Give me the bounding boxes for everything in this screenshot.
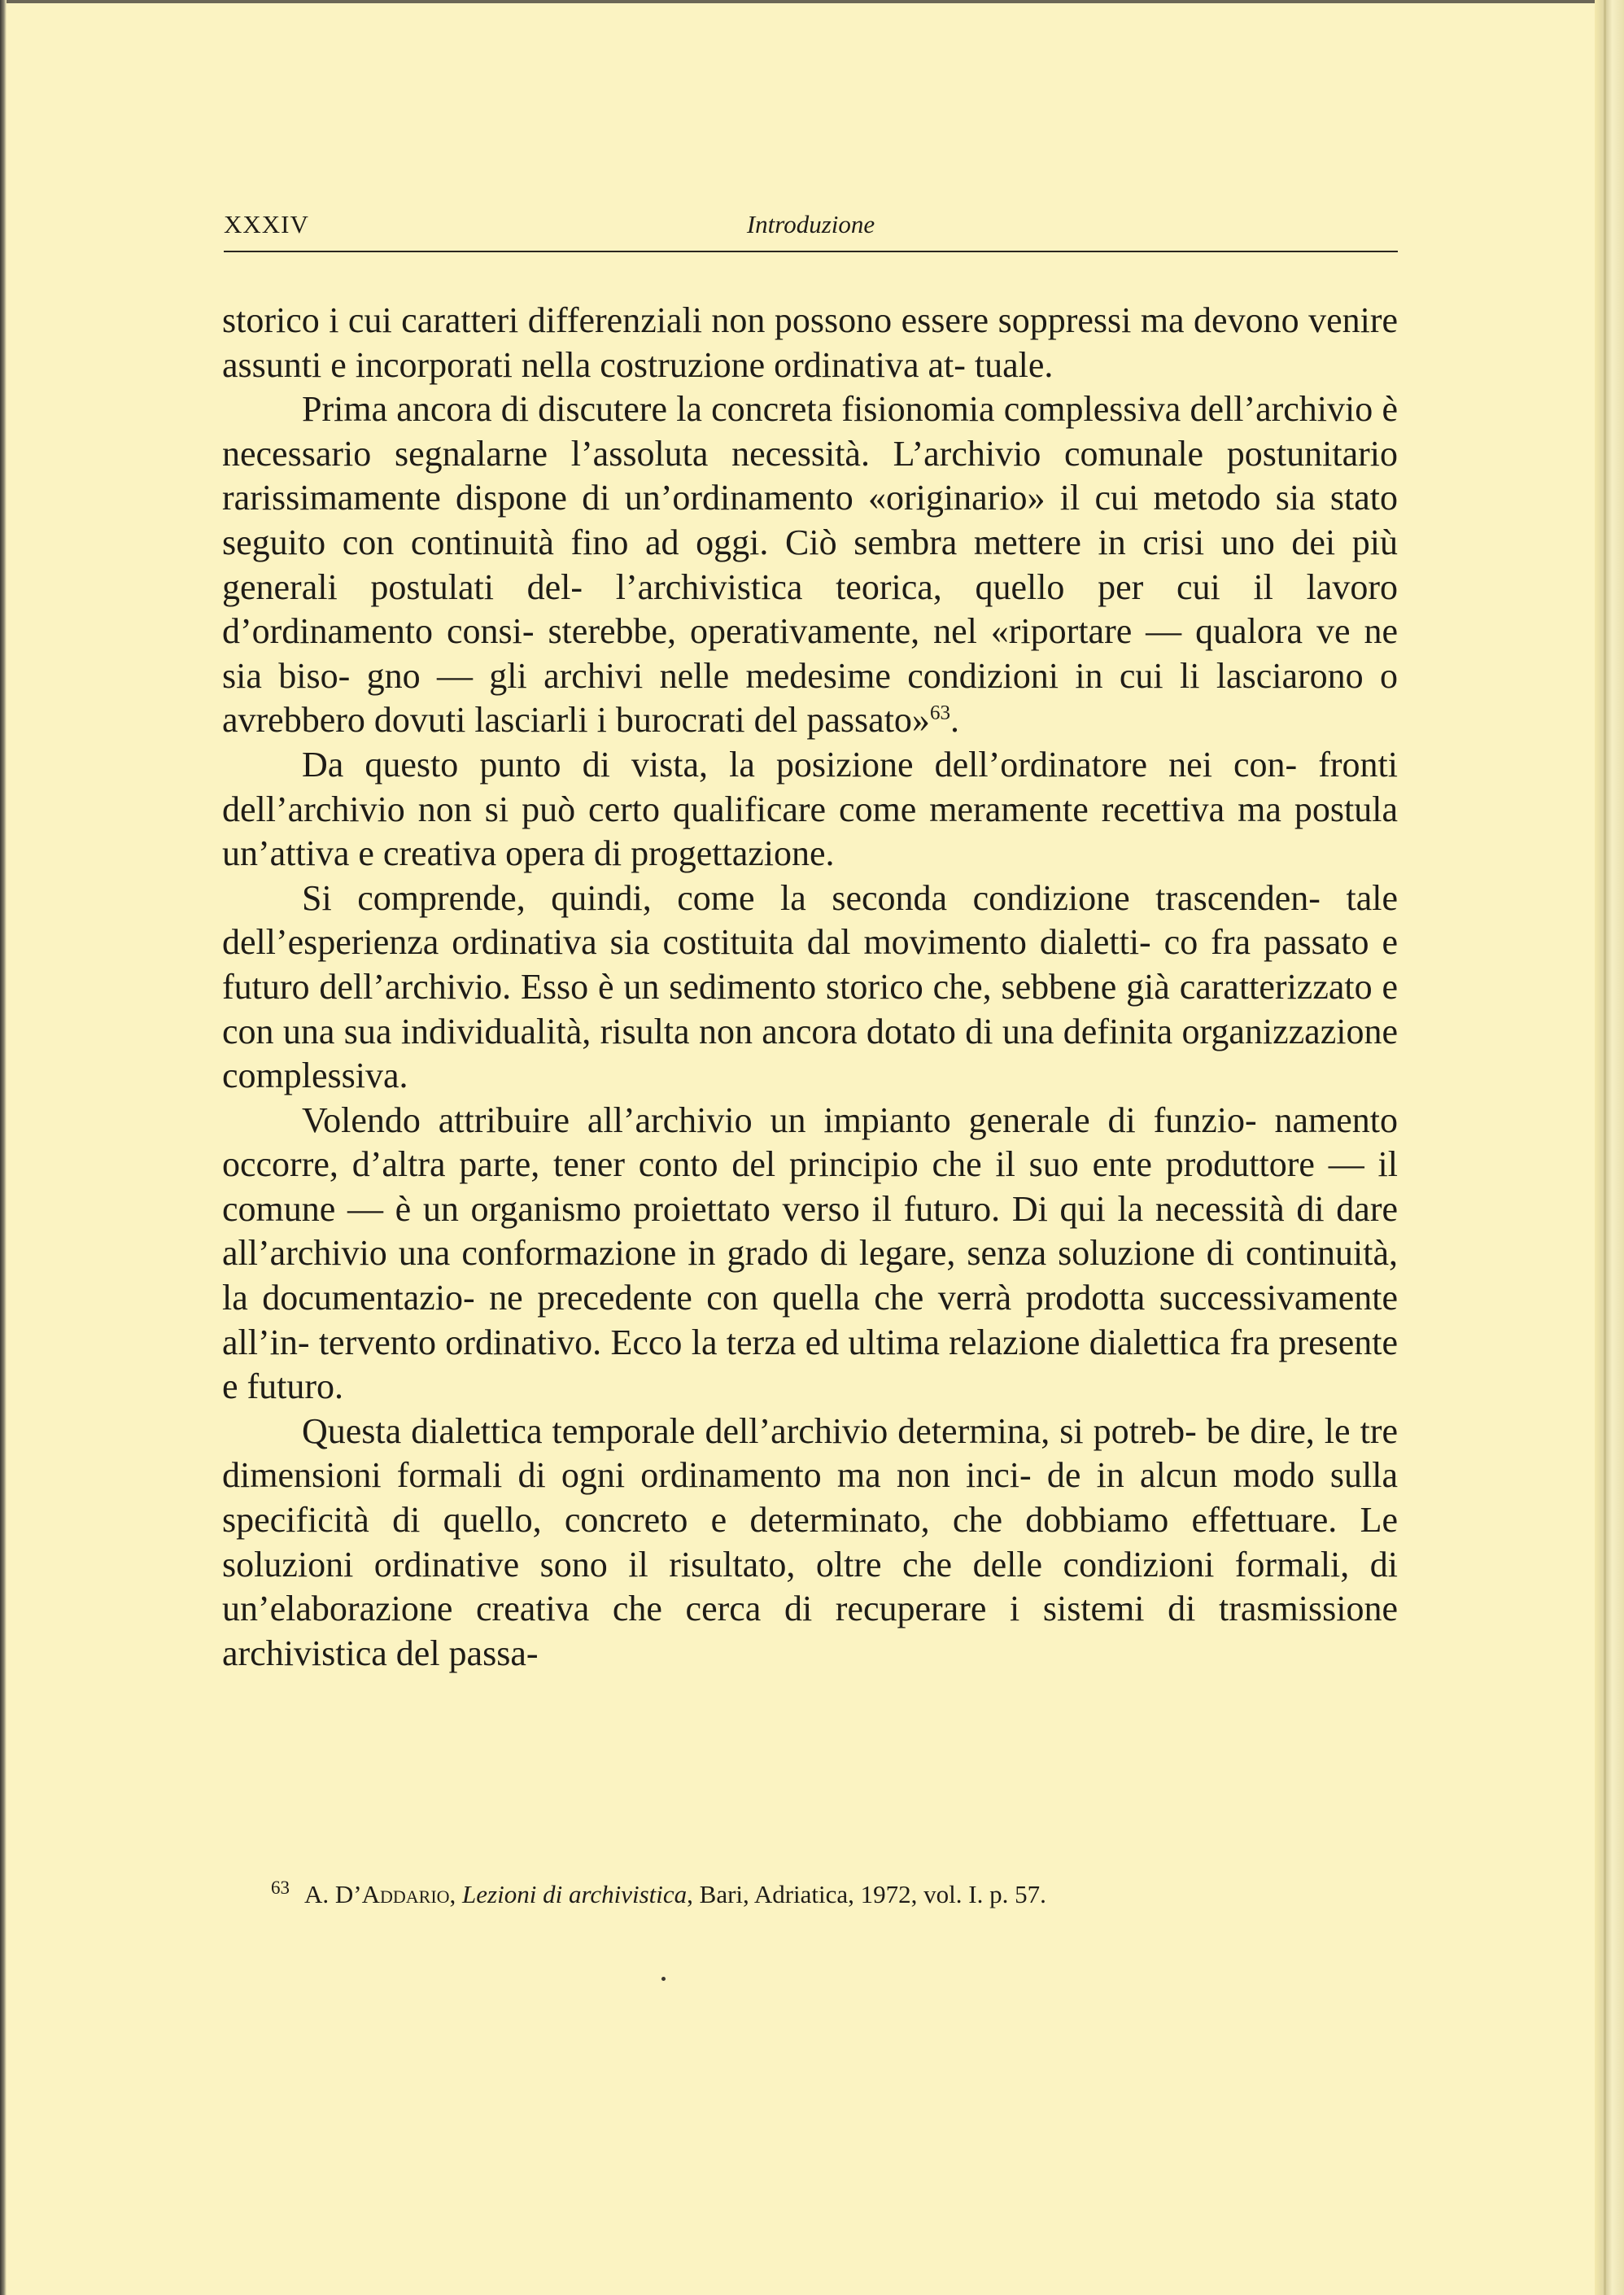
running-title: Introduzione: [746, 210, 875, 238]
header-rule: [224, 251, 1398, 252]
footnote-number: 63: [271, 1877, 290, 1898]
paragraph-2-text: Prima ancora di discutere la concreta fisionomia complessiva dell’archivio è necessario segnalarne l’assoluta necessità. L’archivio comunale postunitario rarissimamente dispone di un’ordinamento «originario» il cui metodo sia stato seguito con continuità fino ad oggi. Ciò sembra mettere in crisi uno dei più generali postulati del- l’archivistica teorica, quello per cui il lavoro d’ordinamento consi- sterebbe, operativamente, nel «riportare — qualora ve ne sia biso- gno — gli archivi nelle medesime condizioni in cui li lasciarono o avrebbero dovuti lasciarli i burocrati del passato»: [222, 389, 1398, 741]
body-text: [222, 299, 1398, 1676]
paragraph-4: Si comprende, quindi, come la seconda condizione trascenden- tale dell’esperienza ordinativa sia costituita dal movimento dialetti- co fra passato e futuro dell’archivio. Esso è un sedimento storico che, sebbene già caratterizzato e con una sua individualità, risulta non ancora dotato di una definita organizzazione complessiva.: [222, 877, 1398, 1096]
footnote-separator: ,: [449, 1880, 463, 1908]
running-head: [224, 210, 1398, 246]
footnote: [271, 1878, 1394, 1911]
paragraph-1: storico i cui caratteri differenziali non possono essere soppressi ma devono venire assunti e incorporati nella costruzione ordinativa at- tuale.: [222, 300, 1398, 385]
paragraph-2: [222, 387, 1398, 743]
footnote-author-initial: A.: [304, 1880, 335, 1908]
paragraph-3: Da questo punto di vista, la posizione dell’ordinatore nei con- fronti dell’archivio non si può certo qualificare come meramente recettiva ma postula un’attiva e creativa opera di progettazione.: [222, 744, 1398, 874]
footnote-author: D’Addario: [334, 1880, 450, 1908]
footnote-title: Lezioni di archivistica: [462, 1880, 688, 1908]
page-edge-left: [0, 0, 7, 2295]
footnote-reference: 63: [929, 702, 950, 724]
ink-speck: [661, 1977, 666, 1981]
paragraph-5: Volendo attribuire all’archivio un impianto generale di funzio- namento occorre, d’altra parte, tener conto del principio che il suo ente produttore — il comune — è un organismo proiettato verso il futuro. Di qui la necessità di dare all’archivio una conformazione in grado di legare, senza soluzione di continuità, la documentazio- ne precedente con quella che verrà prodotta successivamente all’in- tervento ordinativo. Ecco la terza ed ultima relazione dialettica fra presente e futuro.: [222, 1099, 1398, 1407]
footnote-citation: , Bari, Adriatica, 1972, vol. I. p. 57.: [687, 1880, 1046, 1908]
footnote-reference-trail: .: [950, 700, 959, 741]
page-fold-line: [1604, 0, 1606, 2295]
paragraph-6: Questa dialettica temporale dell’archivio determina, si potreb- be dire, le tre dimensioni formali di ogni ordinamento ma non inci- de in alcun modo sulla specificità di quello, concreto e determinato, che dobbiamo effettuare. Le soluzioni ordinative sono il risultato, oltre che delle condizioni formali, di un’elaborazione creativa che cerca di recuperare i sistemi di trasmissione archivistica del passa-: [222, 1410, 1398, 1673]
page-number: XXXIV: [224, 210, 309, 238]
page-edge-right: [1595, 0, 1624, 2295]
page-edge-top: [0, 0, 1624, 3]
